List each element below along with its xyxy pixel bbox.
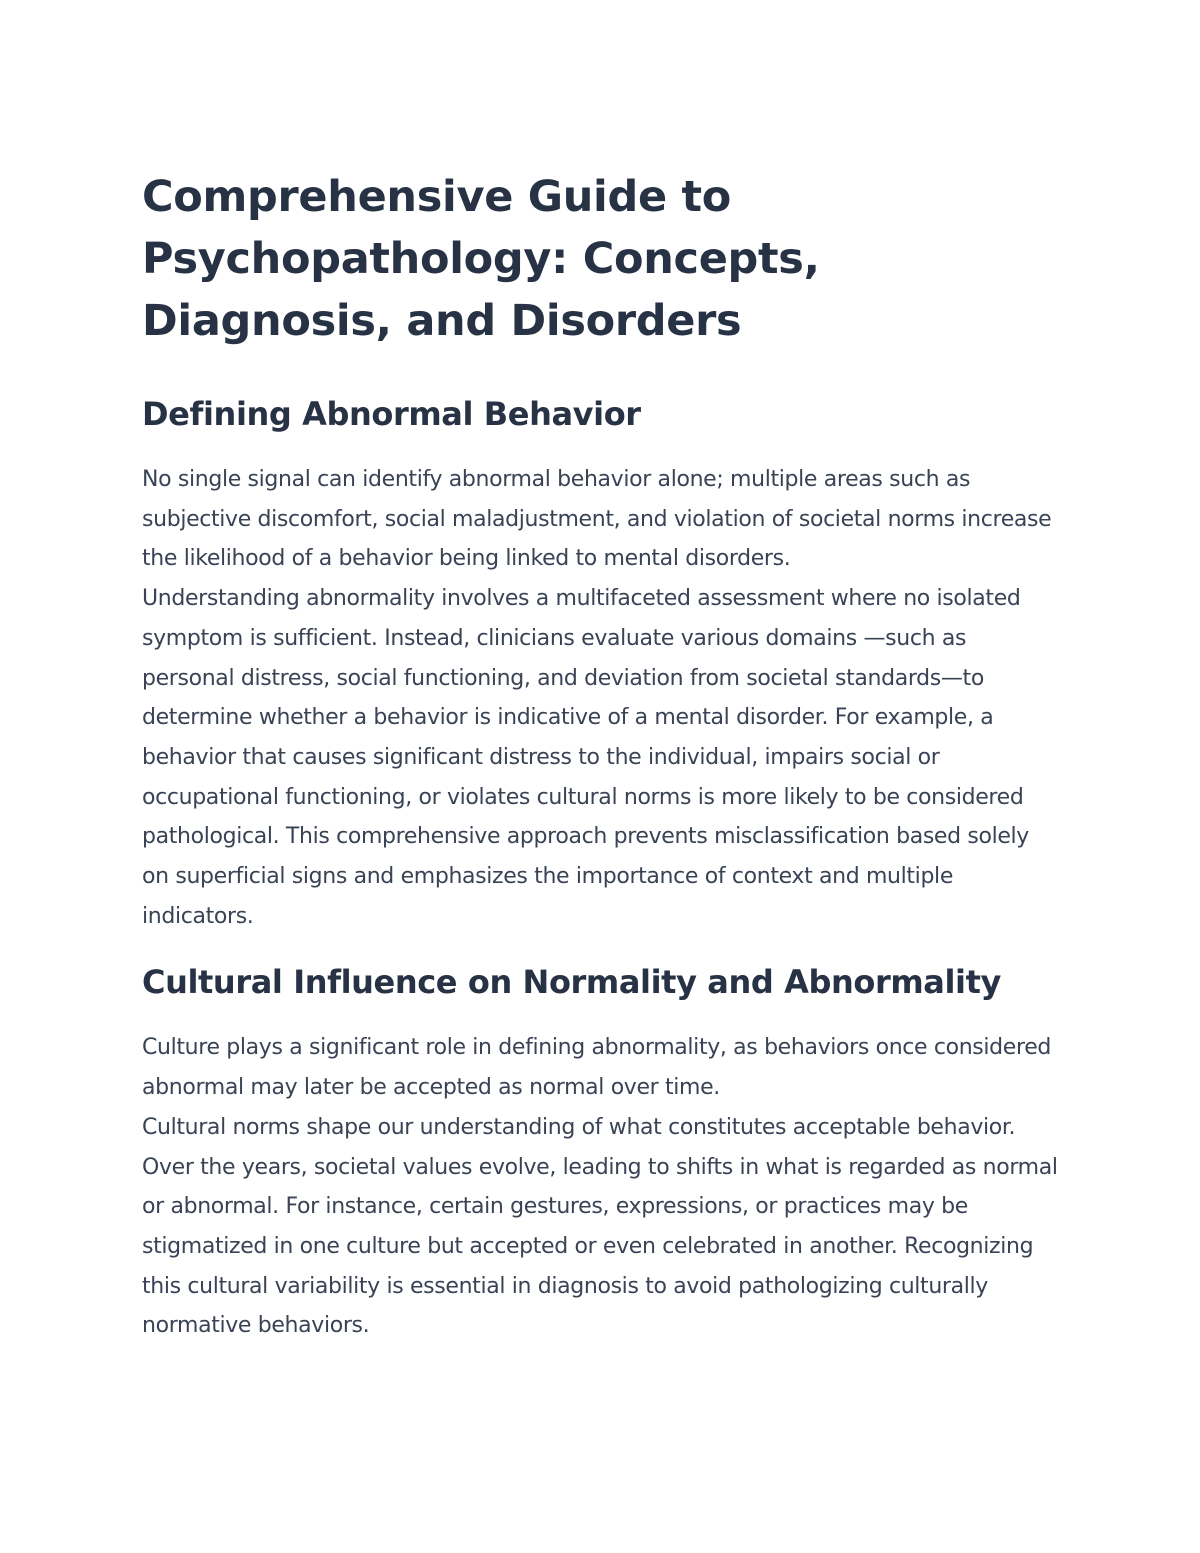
document-title: Comprehensive Guide to Psychopathology: Concepts, Diagnosis, and Disorders: [142, 172, 820, 346]
section-paragraph: Cultural norms shape our understanding of what constitutes acceptable behavior. Over the years, societal values evolve, leading to shifts in what is regarded as normal or abnormal. For instance, certain gestures, expressions, or practices may be stigmatized in one culture but accepted or even celebrated in another. Recognizing this cultural variability is essential in diagnosis to avoid pathologizing culturally normative behaviors.: [142, 1114, 1058, 1339]
section-paragraph: Culture plays a significant role in defining abnormality, as behaviors once considered abnormal may later be accepted as normal over time.: [142, 1035, 1051, 1101]
document-page: [142, 166, 1060, 1346]
section-paragraph: No single signal can identify abnormal behavior alone; multiple areas such as subjective discomfort, social maladjustment, and violation of societal norms increase the likelihood of a behavior being linked to mental disorders.: [142, 467, 1052, 572]
section-heading-defining-abnormal-behavior: Defining Abnormal Behavior: [142, 395, 641, 433]
section-heading-cultural-influence: Cultural Influence on Normality and Abnormality: [142, 963, 1001, 1002]
section-paragraph: Understanding abnormality involves a multifaceted assessment where no isolated symptom is sufficient. Instead, clinicians evaluate various domains —such as personal distress, social functioning, and deviation from societal standards—to determine whether a behavior is indicative of a mental disorder. For example, a behavior that causes significant distress to the individual, impairs social or occupational functioning, or violates cultural norms is more likely to be considered pathological. This comprehensive approach prevents misclassification based solely on superficial signs and emphasizes the importance of context and multiple indicators.: [142, 586, 1029, 929]
